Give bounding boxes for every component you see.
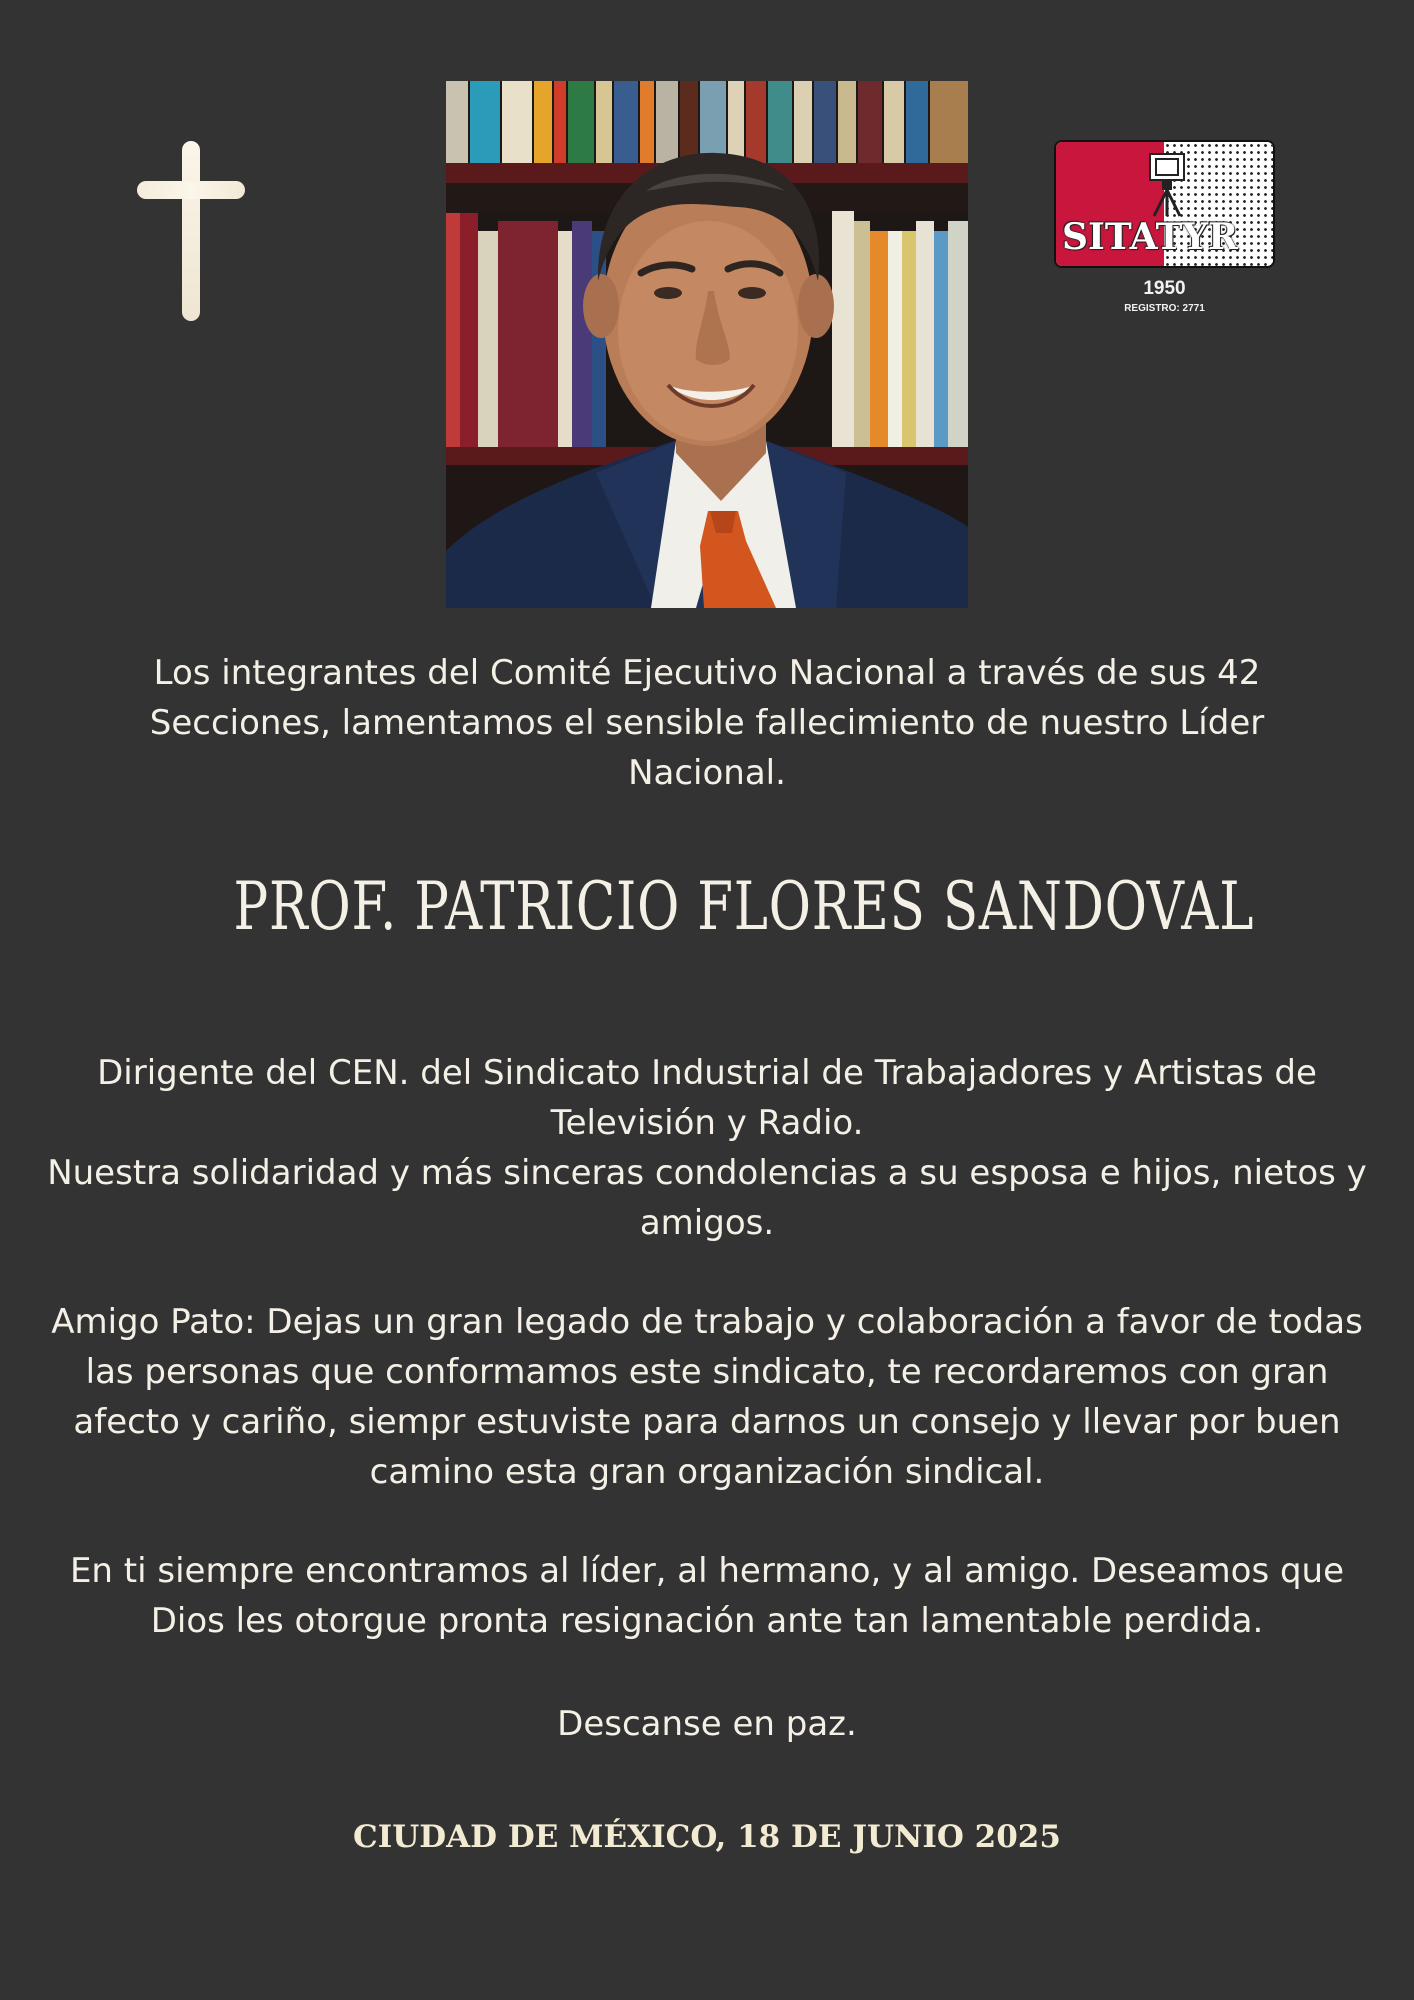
- logo-wordmark: SITATYR: [1062, 216, 1239, 258]
- logo-registro: REGISTRO: 2771: [1124, 303, 1205, 314]
- body-paragraph-3: Amigo Pato: Dejas un gran legado de trabajo y colaboración a favor de todas las personas que conformamos este sindicato, te recordaremos con gran afecto y cariño, siempr estuviste para darnos un consejo y llevar por buen camino esta gran organización sindical.: [51, 1302, 1363, 1492]
- body-paragraph-4: En ti siempre encontramos al líder, al hermano, y al amigo. Deseamos que Dios les otorgue pronta resignación ante tan lamentable perdida.: [69, 1551, 1345, 1641]
- deceased-name: PROF. PATRICIO FLORES SANDOVAL: [233, 868, 1255, 945]
- logo-year: 1950: [1143, 278, 1186, 299]
- cross-icon: [137, 141, 245, 321]
- body-paragraph-1: Dirigente del CEN. del Sindicato Industrial de Trabajadores y Artistas de Televisión y Radio.: [97, 1053, 1317, 1143]
- body-paragraph-2: Nuestra solidaridad y más sinceras condolencias a su esposa e hijos, nietos y amigos.: [47, 1153, 1367, 1243]
- sitatyr-logo: [1056, 142, 1273, 266]
- camera-icon: [1144, 148, 1190, 218]
- portrait-photo: [446, 81, 968, 608]
- body-paragraph-5: Descanse en paz.: [557, 1704, 857, 1744]
- place-date: CIUDAD DE MÉXICO, 18 DE JUNIO 2025: [353, 1819, 1061, 1855]
- intro-paragraph: Los integrantes del Comité Ejecutivo Nacional a través de sus 42 Secciones, lamentamos el sensible fallecimiento de nuestro Líder Nacional.: [149, 653, 1265, 793]
